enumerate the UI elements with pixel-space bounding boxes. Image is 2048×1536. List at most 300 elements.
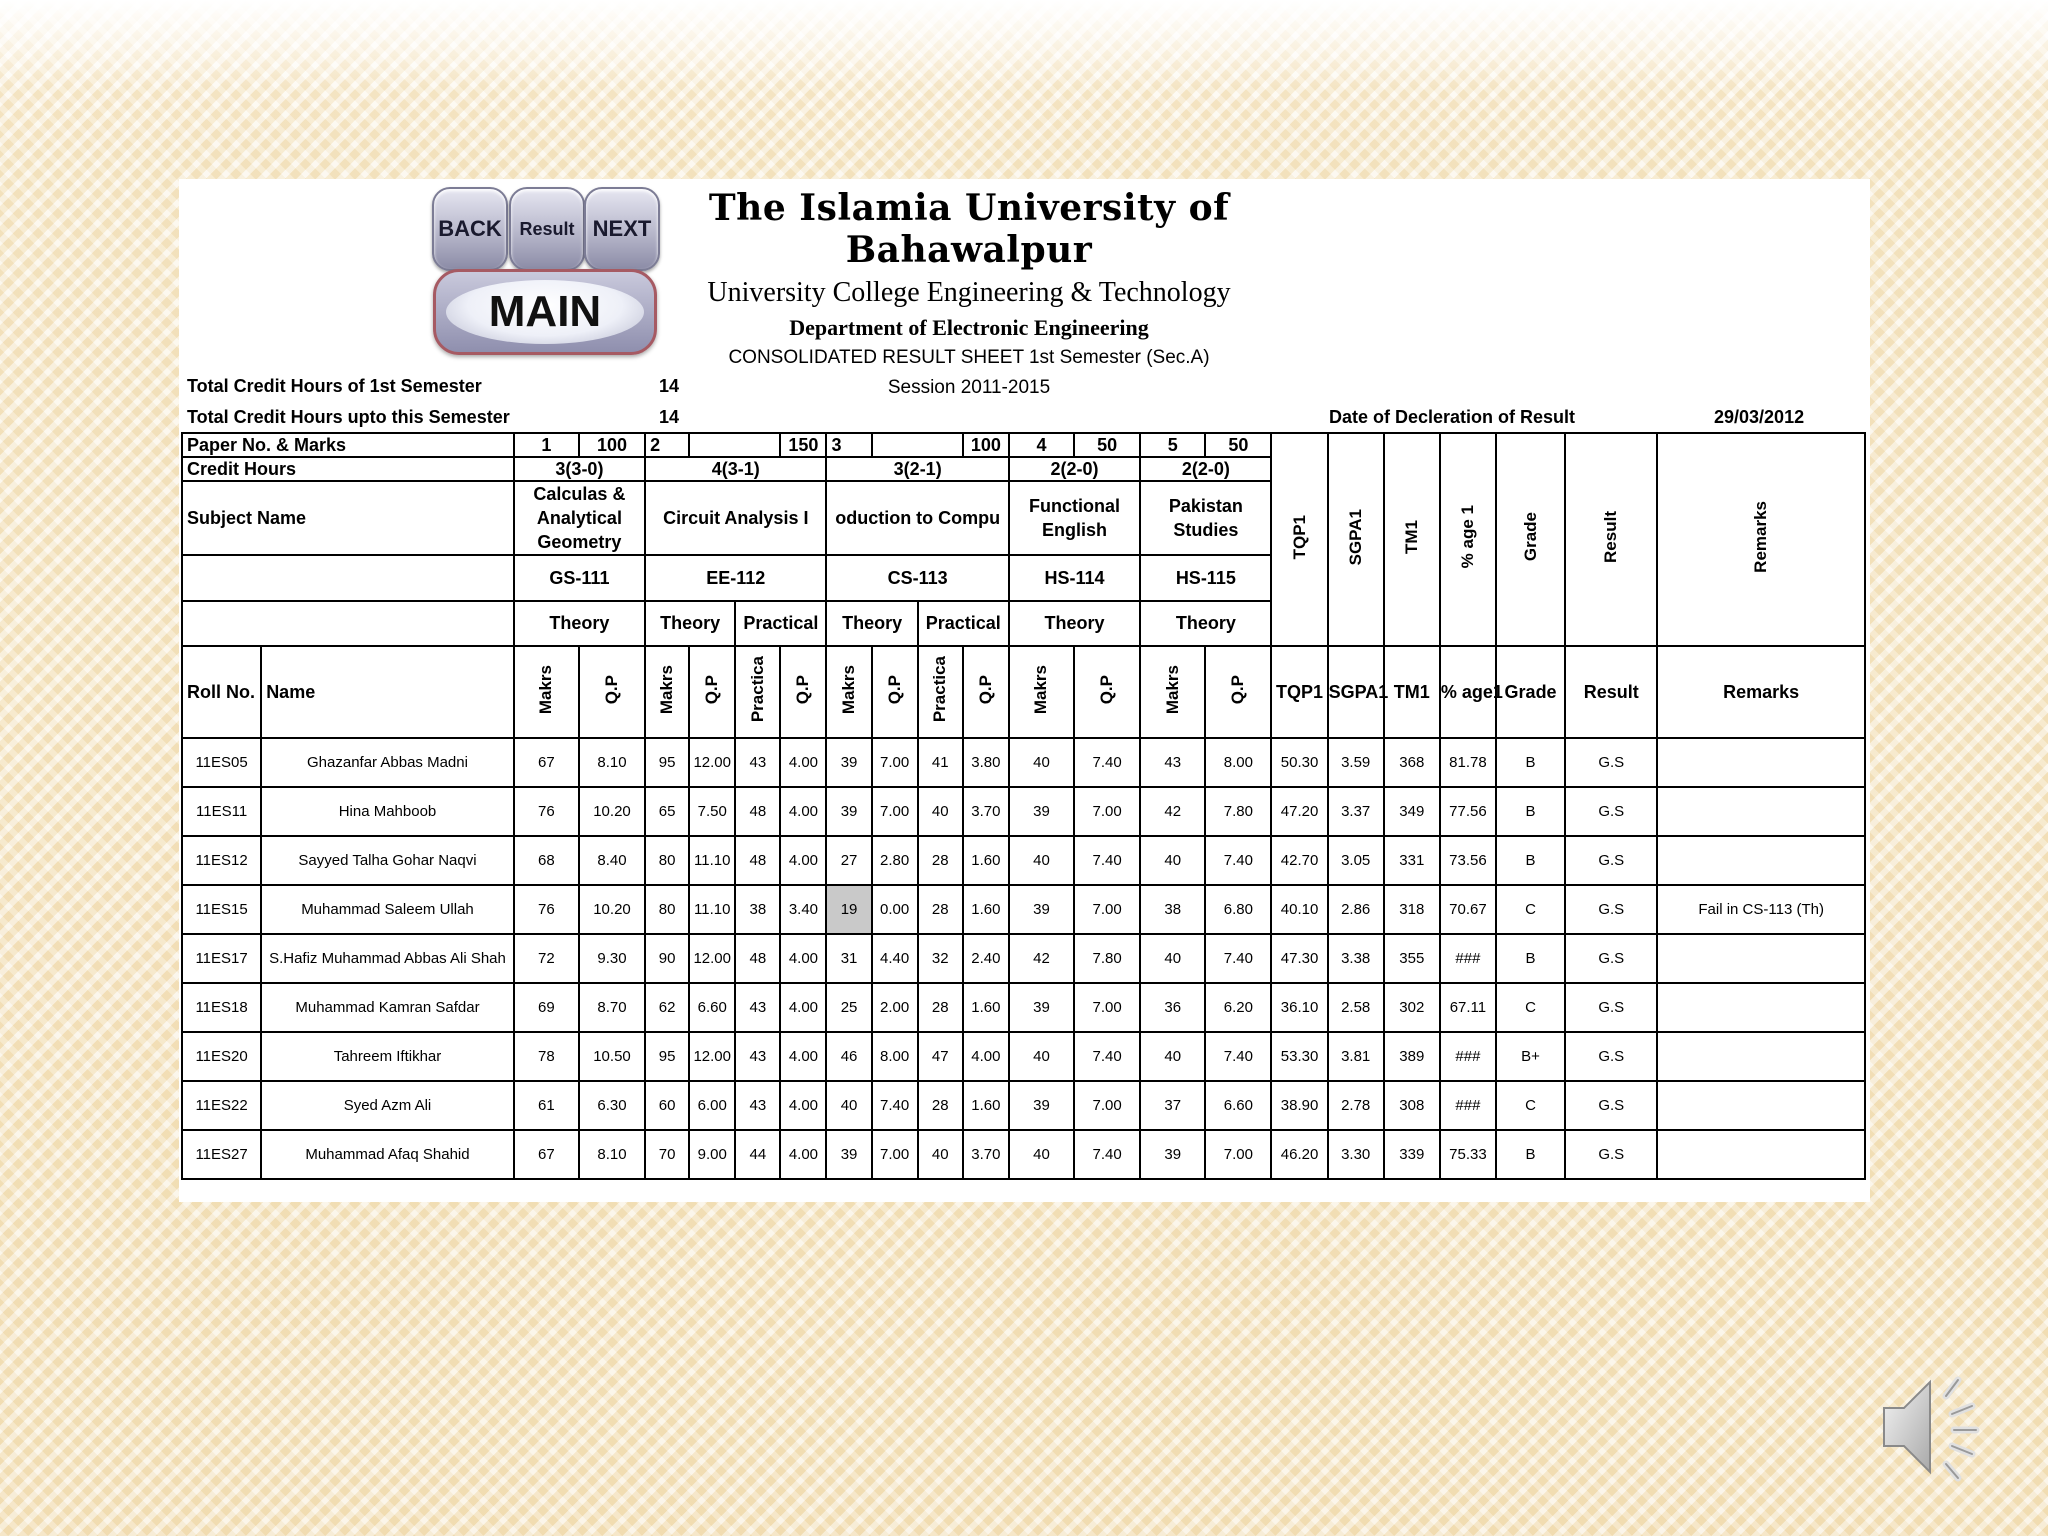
percentage-cell: 73.56	[1440, 836, 1496, 885]
qp-cell: 7.80	[1074, 934, 1140, 983]
remarks-cell	[1657, 983, 1865, 1032]
qp-cell: 6.60	[1205, 1081, 1271, 1130]
subject-code: HS-115	[1140, 555, 1271, 601]
qp-cell: 11.10	[689, 836, 735, 885]
roll-no-cell: 11ES20	[182, 1032, 261, 1081]
qp-cell: 4.00	[780, 738, 826, 787]
qp-cell: 2.40	[963, 934, 1009, 983]
marks-cell: 39	[826, 787, 871, 836]
qp-cell: 4.00	[780, 787, 826, 836]
table-row	[182, 1032, 1865, 1081]
practical-cell: 28	[918, 983, 963, 1032]
qp-cell: 4.40	[872, 934, 918, 983]
student-name-cell: Muhammad Afaq Shahid	[261, 1130, 514, 1179]
paper-label: Paper No. & Marks	[182, 433, 514, 457]
percentage-cell: 77.56	[1440, 787, 1496, 836]
marks-cell: 62	[645, 983, 689, 1032]
code-label-blank	[182, 555, 514, 601]
qp-cell: 1.60	[963, 1081, 1009, 1130]
marks-cell: 31	[826, 934, 871, 983]
practical-cell: 43	[735, 1081, 780, 1130]
theory-label: Theory	[645, 601, 735, 646]
subject-name: Calculas & Analytical Geometry	[514, 481, 645, 555]
paper-no: 3	[826, 433, 871, 457]
student-name-cell: Muhammad Saleem Ullah	[261, 885, 514, 934]
qp-cell: 12.00	[689, 934, 735, 983]
qp-cell: 7.40	[872, 1081, 918, 1130]
sgpa-cell: 2.86	[1328, 885, 1384, 934]
credit-hours: 3(2-1)	[826, 457, 1008, 481]
marks-cell: 39	[826, 1130, 871, 1179]
speaker-icon[interactable]	[1878, 1368, 1990, 1486]
qp-cell: 10.20	[579, 787, 645, 836]
result-cell: G.S	[1565, 934, 1657, 983]
table-row	[182, 885, 1865, 934]
qp-cell: 7.00	[1074, 983, 1140, 1032]
student-name-cell: Sayyed Talha Gohar Naqvi	[261, 836, 514, 885]
qp-header: Q.P	[872, 646, 918, 738]
marks-cell: 36	[1140, 983, 1205, 1032]
marks-cell: 65	[645, 787, 689, 836]
tm-header: TM1	[1384, 433, 1440, 646]
qp-cell: 2.80	[872, 836, 918, 885]
paper-no: 5	[1140, 433, 1205, 457]
tm-cell: 349	[1384, 787, 1440, 836]
qp-cell: 0.00	[872, 885, 918, 934]
subject-code: EE-112	[645, 555, 826, 601]
qp-cell: 7.00	[872, 787, 918, 836]
tqp-cell: 42.70	[1271, 836, 1327, 885]
subject-code: GS-111	[514, 555, 645, 601]
result-sheet	[179, 179, 1870, 1202]
sgpa-cell: 3.37	[1328, 787, 1384, 836]
grade-header: Grade	[1496, 433, 1565, 646]
practical-header: Practica	[918, 646, 963, 738]
table-row	[182, 1081, 1865, 1130]
marks-cell: 39	[1009, 1081, 1074, 1130]
tqp-header: TQP1	[1271, 433, 1327, 646]
grade-cell: C	[1496, 885, 1565, 934]
qp-cell: 10.20	[579, 885, 645, 934]
college-name: University College Engineering & Technology	[707, 277, 1231, 308]
remarks-cell	[1657, 738, 1865, 787]
declaration-date-label: Date of Decleration of Result	[1329, 407, 1576, 427]
makrs-header: Makrs	[645, 646, 689, 738]
qp-cell: 6.20	[1205, 983, 1271, 1032]
practical-cell: 47	[918, 1032, 963, 1081]
makrs-header: Makrs	[826, 646, 871, 738]
result-header: Result	[1565, 433, 1657, 646]
qp-cell: 10.50	[579, 1032, 645, 1081]
marks-cell: 39	[826, 738, 871, 787]
remarks-header: Remarks	[1657, 433, 1865, 646]
result-cell: G.S	[1565, 885, 1657, 934]
practical-cell: 43	[735, 983, 780, 1032]
marks-cell: 80	[645, 836, 689, 885]
result-cell: G.S	[1565, 1130, 1657, 1179]
remarks-cell	[1657, 836, 1865, 885]
credit-hours: 2(2-0)	[1140, 457, 1271, 481]
qp-cell: 3.40	[780, 885, 826, 934]
qp-header: Q.P	[780, 646, 826, 738]
declaration-date-value: 29/03/2012	[1714, 407, 1805, 427]
qp-cell: 4.00	[963, 1032, 1009, 1081]
result-table	[181, 432, 1866, 1180]
tm-cell: 339	[1384, 1130, 1440, 1179]
subject-code: HS-114	[1009, 555, 1140, 601]
sgpa-cell: 2.58	[1328, 983, 1384, 1032]
practical-cell: 28	[918, 836, 963, 885]
tqp-cell: 47.30	[1271, 934, 1327, 983]
qp-header: Q.P	[579, 646, 645, 738]
marks-cell: 80	[645, 885, 689, 934]
student-name-cell: Hina Mahboob	[261, 787, 514, 836]
marks-cell: 42	[1009, 934, 1074, 983]
grade-cell: B	[1496, 787, 1565, 836]
next-button[interactable]: NEXT	[584, 187, 660, 271]
qp-cell: 6.30	[579, 1081, 645, 1130]
qp-cell: 8.10	[579, 1130, 645, 1179]
tqp-cell: 40.10	[1271, 885, 1327, 934]
qp-cell: 7.40	[1074, 1032, 1140, 1081]
practical-cell: 38	[735, 885, 780, 934]
table-row	[182, 836, 1865, 885]
paper-no: 2	[645, 433, 689, 457]
practical-cell: 41	[918, 738, 963, 787]
sgpa-cell: 3.05	[1328, 836, 1384, 885]
qp-cell: 7.40	[1074, 1130, 1140, 1179]
sgpa-header: SGPA1	[1328, 433, 1384, 646]
percentage-cell: 81.78	[1440, 738, 1496, 787]
marks-cell: 42	[1140, 787, 1205, 836]
marks-cell: 43	[1140, 738, 1205, 787]
marks-cell: 40	[1009, 836, 1074, 885]
qp-cell: 4.00	[780, 1032, 826, 1081]
paper-marks: 150	[780, 433, 826, 457]
qp-cell: 8.40	[579, 836, 645, 885]
practical-label: Practical	[735, 601, 826, 646]
remarks-cell	[1657, 1081, 1865, 1130]
credit-hours: 2(2-0)	[1009, 457, 1140, 481]
qp-cell: 8.10	[579, 738, 645, 787]
marks-cell: 40	[826, 1081, 871, 1130]
marks-cell: 67	[514, 1130, 579, 1179]
back-button[interactable]: BACK	[432, 187, 508, 271]
theory-label: Theory	[1140, 601, 1271, 646]
qp-cell: 1.60	[963, 836, 1009, 885]
qp-cell: 8.70	[579, 983, 645, 1032]
type-label-blank	[182, 601, 514, 646]
paper-gap	[689, 433, 780, 457]
tqp-cell: 46.20	[1271, 1130, 1327, 1179]
grade-cell: B+	[1496, 1032, 1565, 1081]
qp-cell: 4.00	[780, 836, 826, 885]
department-name: Department of Electronic Engineering	[789, 315, 1149, 340]
marks-cell: 46	[826, 1032, 871, 1081]
tqp-col-header: TQP1	[1271, 646, 1327, 738]
theory-label: Theory	[1009, 601, 1140, 646]
grade-cell: B	[1496, 1130, 1565, 1179]
practical-cell: 48	[735, 836, 780, 885]
percentage-col-header: % age1	[1440, 646, 1496, 738]
marks-cell: 40	[1009, 1032, 1074, 1081]
qp-cell: 7.00	[872, 1130, 918, 1179]
student-name-cell: Tahreem Iftikhar	[261, 1032, 514, 1081]
marks-cell: 39	[1009, 787, 1074, 836]
student-name-cell: S.Hafiz Muhammad Abbas Ali Shah	[261, 934, 514, 983]
remarks-col-header: Remarks	[1657, 646, 1865, 738]
qp-cell: 7.40	[1205, 836, 1271, 885]
qp-cell: 7.50	[689, 787, 735, 836]
practical-cell: 43	[735, 1032, 780, 1081]
marks-cell: 70	[645, 1130, 689, 1179]
paper-no: 1	[514, 433, 579, 457]
paper-no: 4	[1009, 433, 1074, 457]
marks-cell: 76	[514, 787, 579, 836]
practical-cell: 28	[918, 885, 963, 934]
marks-cell: 72	[514, 934, 579, 983]
qp-cell: 7.40	[1074, 836, 1140, 885]
percentage-header: % age 1	[1440, 433, 1496, 646]
marks-cell: 40	[1140, 934, 1205, 983]
marks-cell: 40	[1009, 738, 1074, 787]
marks-cell: 60	[645, 1081, 689, 1130]
marks-cell: 68	[514, 836, 579, 885]
qp-cell: 6.80	[1205, 885, 1271, 934]
tqp-cell: 53.30	[1271, 1032, 1327, 1081]
marks-cell: 39	[1009, 885, 1074, 934]
tqp-cell: 36.10	[1271, 983, 1327, 1032]
roll-no-cell: 11ES27	[182, 1130, 261, 1179]
result-cell: G.S	[1565, 1081, 1657, 1130]
qp-cell: 3.70	[963, 1130, 1009, 1179]
practical-cell: 44	[735, 1130, 780, 1179]
marks-cell: 61	[514, 1081, 579, 1130]
paper-marks: 100	[963, 433, 1009, 457]
table-row	[182, 934, 1865, 983]
roll-no-cell: 11ES18	[182, 983, 261, 1032]
qp-cell: 6.00	[689, 1081, 735, 1130]
qp-cell: 4.00	[780, 1130, 826, 1179]
result-cell: G.S	[1565, 836, 1657, 885]
subject-name: oduction to Compu	[826, 481, 1008, 555]
credit-label: Credit Hours	[182, 457, 514, 481]
qp-cell: 7.40	[1205, 934, 1271, 983]
tm-col-header: TM1	[1384, 646, 1440, 738]
grade-cell: B	[1496, 934, 1565, 983]
roll-header: Roll No.	[182, 646, 261, 738]
marks-cell: 19	[826, 885, 871, 934]
theory-label: Theory	[514, 601, 645, 646]
session-label: Session 2011-2015	[887, 377, 1051, 398]
student-name-cell: Muhammad Kamran Safdar	[261, 983, 514, 1032]
marks-cell: 78	[514, 1032, 579, 1081]
marks-cell: 25	[826, 983, 871, 1032]
grade-cell: B	[1496, 738, 1565, 787]
grade-cell: C	[1496, 983, 1565, 1032]
sgpa-cell: 3.81	[1328, 1032, 1384, 1081]
practical-header: Practica	[735, 646, 780, 738]
qp-cell: 8.00	[872, 1032, 918, 1081]
remarks-cell: Fail in CS-113 (Th)	[1657, 885, 1865, 934]
result-col-header: Result	[1565, 646, 1657, 738]
practical-cell: 40	[918, 787, 963, 836]
roll-no-cell: 11ES17	[182, 934, 261, 983]
qp-cell: 7.80	[1205, 787, 1271, 836]
tm-cell: 355	[1384, 934, 1440, 983]
name-header: Name	[261, 646, 514, 738]
paper-marks: 100	[579, 433, 645, 457]
sgpa-cell: 3.30	[1328, 1130, 1384, 1179]
qp-cell: 7.00	[872, 738, 918, 787]
marks-cell: 40	[1009, 1130, 1074, 1179]
qp-cell: 4.00	[780, 934, 826, 983]
sgpa-col-header: SGPA1	[1328, 646, 1384, 738]
practical-cell: 28	[918, 1081, 963, 1130]
qp-cell: 7.00	[1074, 787, 1140, 836]
result-rows	[182, 738, 1865, 1179]
main-button-label: MAIN	[446, 280, 644, 344]
marks-cell: 95	[645, 1032, 689, 1081]
table-row	[182, 738, 1865, 787]
percentage-cell: ###	[1440, 1032, 1496, 1081]
subject-label: Subject Name	[182, 481, 514, 555]
practical-cell: 32	[918, 934, 963, 983]
percentage-cell: 67.11	[1440, 983, 1496, 1032]
subject-code: CS-113	[826, 555, 1008, 601]
roll-no-cell: 11ES22	[182, 1081, 261, 1130]
tm-cell: 308	[1384, 1081, 1440, 1130]
qp-cell: 3.80	[963, 738, 1009, 787]
qp-header: Q.P	[1074, 646, 1140, 738]
percentage-cell: ###	[1440, 1081, 1496, 1130]
practical-cell: 48	[735, 934, 780, 983]
practical-cell: 40	[918, 1130, 963, 1179]
student-name-cell: Syed Azm Ali	[261, 1081, 514, 1130]
marks-cell: 67	[514, 738, 579, 787]
marks-cell: 27	[826, 836, 871, 885]
marks-cell: 39	[1140, 1130, 1205, 1179]
qp-cell: 3.70	[963, 787, 1009, 836]
marks-cell: 76	[514, 885, 579, 934]
marks-cell: 37	[1140, 1081, 1205, 1130]
tm-cell: 331	[1384, 836, 1440, 885]
marks-cell: 95	[645, 738, 689, 787]
sgpa-cell: 2.78	[1328, 1081, 1384, 1130]
paper-marks: 50	[1205, 433, 1271, 457]
roll-no-cell: 11ES15	[182, 885, 261, 934]
practical-cell: 43	[735, 738, 780, 787]
subject-name: Functional English	[1009, 481, 1140, 555]
qp-cell: 7.00	[1074, 885, 1140, 934]
grade-col-header: Grade	[1496, 646, 1565, 738]
qp-cell: 4.00	[780, 1081, 826, 1130]
total-credit-sem-label: Total Credit Hours of 1st Semester	[187, 376, 482, 396]
credit-hours: 3(3-0)	[514, 457, 645, 481]
qp-cell: 12.00	[689, 738, 735, 787]
marks-cell: 90	[645, 934, 689, 983]
qp-cell: 9.00	[689, 1130, 735, 1179]
header-block	[699, 187, 1239, 399]
makrs-header: Makrs	[1140, 646, 1205, 738]
qp-cell: 7.00	[1074, 1081, 1140, 1130]
student-name-cell: Ghazanfar Abbas Madni	[261, 738, 514, 787]
qp-cell: 8.00	[1205, 738, 1271, 787]
tm-cell: 368	[1384, 738, 1440, 787]
theory-label: Theory	[826, 601, 917, 646]
marks-cell: 40	[1140, 836, 1205, 885]
main-button[interactable]	[433, 269, 657, 355]
qp-cell: 11.10	[689, 885, 735, 934]
table-row	[182, 787, 1865, 836]
qp-header: Q.P	[689, 646, 735, 738]
qp-cell: 7.00	[1205, 1130, 1271, 1179]
makrs-header: Makrs	[1009, 646, 1074, 738]
percentage-cell: 70.67	[1440, 885, 1496, 934]
result-button[interactable]: Result	[509, 187, 585, 271]
qp-cell: 4.00	[780, 983, 826, 1032]
university-title: The Islamia University of Bahawalpur	[708, 187, 1230, 271]
result-cell: G.S	[1565, 1032, 1657, 1081]
remarks-cell	[1657, 1130, 1865, 1179]
qp-header: Q.P	[1205, 646, 1271, 738]
background-fade	[0, 0, 2048, 90]
percentage-cell: 75.33	[1440, 1130, 1496, 1179]
qp-cell: 7.40	[1074, 738, 1140, 787]
qp-cell: 1.60	[963, 885, 1009, 934]
result-cell: G.S	[1565, 983, 1657, 1032]
qp-cell: 1.60	[963, 983, 1009, 1032]
roll-no-cell: 11ES05	[182, 738, 261, 787]
credit-hours: 4(3-1)	[645, 457, 826, 481]
marks-cell: 39	[1009, 983, 1074, 1032]
result-cell: G.S	[1565, 787, 1657, 836]
paper-marks: 50	[1074, 433, 1140, 457]
percentage-cell: ###	[1440, 934, 1496, 983]
roll-no-cell: 11ES12	[182, 836, 261, 885]
total-credit-sem-value: 14	[659, 376, 680, 396]
marks-cell: 38	[1140, 885, 1205, 934]
tm-cell: 389	[1384, 1032, 1440, 1081]
total-credit-upto-label: Total Credit Hours upto this Semester	[187, 407, 510, 427]
roll-no-cell: 11ES11	[182, 787, 261, 836]
table-row	[182, 1130, 1865, 1179]
paper-gap	[872, 433, 963, 457]
remarks-cell	[1657, 934, 1865, 983]
qp-cell: 12.00	[689, 1032, 735, 1081]
tqp-cell: 38.90	[1271, 1081, 1327, 1130]
table-row	[182, 983, 1865, 1032]
tqp-cell: 47.20	[1271, 787, 1327, 836]
sgpa-cell: 3.38	[1328, 934, 1384, 983]
subject-name: Circuit Analysis I	[645, 481, 826, 555]
sgpa-cell: 3.59	[1328, 738, 1384, 787]
subject-name: Pakistan Studies	[1140, 481, 1271, 555]
tqp-cell: 50.30	[1271, 738, 1327, 787]
practical-cell: 48	[735, 787, 780, 836]
tm-cell: 318	[1384, 885, 1440, 934]
total-credit-upto-value: 14	[659, 407, 680, 427]
qp-header: Q.P	[963, 646, 1009, 738]
practical-label: Practical	[918, 601, 1009, 646]
qp-cell: 7.40	[1205, 1032, 1271, 1081]
grade-cell: B	[1496, 836, 1565, 885]
remarks-cell	[1657, 787, 1865, 836]
tm-cell: 302	[1384, 983, 1440, 1032]
makrs-header: Makrs	[514, 646, 579, 738]
marks-cell: 69	[514, 983, 579, 1032]
grade-cell: C	[1496, 1081, 1565, 1130]
